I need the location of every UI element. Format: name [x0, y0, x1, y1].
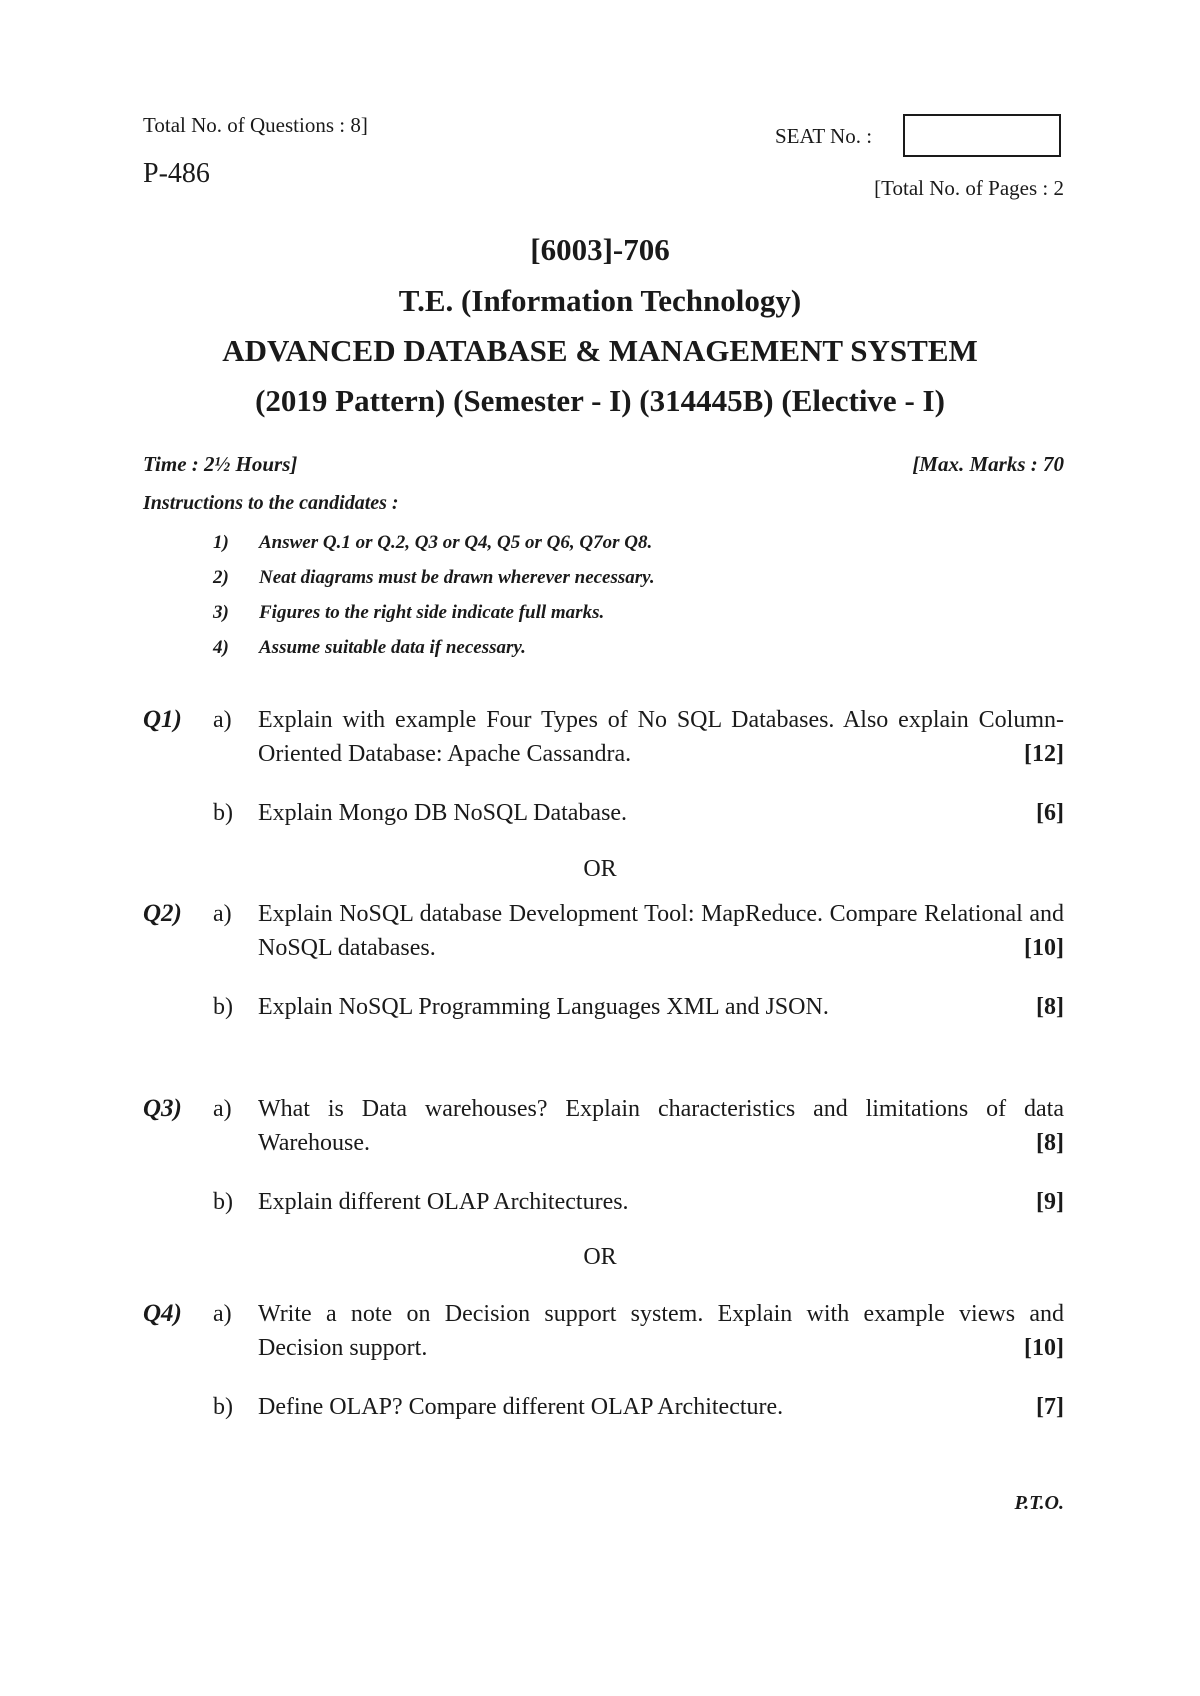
question-text: Explain NoSQL database Development Tool: MapReduce. Compare Relational and NoSQL databases.	[258, 901, 1064, 961]
instruction-item: 4) Assume suitable data if necessary.	[213, 637, 526, 658]
instruction-item: 1) Answer Q.1 or Q.2, Q3 or Q4, Q5 or Q6, Q7or Q8.	[213, 532, 653, 553]
question-marks: [6]	[1036, 800, 1064, 826]
part-label: b)	[213, 994, 233, 1020]
total-pages: [Total No. of Pages : 2	[874, 176, 1064, 200]
question-marks: [9]	[1036, 1189, 1064, 1215]
question-text: Explain Mongo DB NoSQL Database.	[258, 800, 628, 826]
question-text: Write a note on Decision support system. Explain with example views and Decision support.	[258, 1301, 1064, 1361]
time-allowed: Time : 2½ Hours]	[143, 452, 298, 476]
question-label: Q3)	[143, 1095, 182, 1122]
part-label: b)	[213, 1189, 233, 1215]
question-label: Q4)	[143, 1300, 182, 1327]
part-label: a)	[213, 707, 232, 733]
question-marks: [12]	[1024, 741, 1064, 767]
seat-number-box	[903, 114, 1061, 157]
seat-label: SEAT No. :	[775, 124, 873, 148]
question-marks: [8]	[1036, 994, 1064, 1020]
please-turn-over: P.T.O.	[1014, 1492, 1064, 1514]
part-label: b)	[213, 800, 233, 826]
question-marks: [10]	[1024, 935, 1064, 961]
instruction-item: 2) Neat diagrams must be drawn wherever necessary.	[213, 567, 655, 588]
paper-code: P-486	[143, 158, 210, 189]
instructions-heading: Instructions to the candidates :	[143, 492, 399, 514]
question-label: Q2)	[143, 900, 182, 927]
exam-code: [6003]-706	[530, 232, 670, 267]
question-text: Explain with example Four Types of No SQL Databases. Also explain Column-Oriented Database: Apache Cassandra.	[258, 707, 1064, 767]
part-label: a)	[213, 901, 232, 927]
question-text: Explain different OLAP Architectures.	[258, 1189, 629, 1215]
or-separator: OR	[583, 856, 617, 882]
subject-title: ADVANCED DATABASE & MANAGEMENT SYSTEM	[222, 333, 978, 368]
question-label: Q1)	[143, 706, 182, 733]
instruction-item: 3) Figures to the right side indicate full marks.	[213, 602, 605, 623]
question-marks: [7]	[1036, 1394, 1064, 1420]
course-title: T.E. (Information Technology)	[398, 283, 802, 318]
question-text: Define OLAP? Compare different OLAP Architecture.	[258, 1394, 784, 1420]
question-text: What is Data warehouses? Explain characteristics and limitations of data Warehouse.	[258, 1096, 1064, 1156]
part-label: b)	[213, 1394, 233, 1420]
part-label: a)	[213, 1301, 232, 1327]
or-separator: OR	[583, 1244, 617, 1270]
pattern-line: (2019 Pattern) (Semester - I) (314445B) (Elective - I)	[255, 383, 945, 418]
question-marks: [8]	[1036, 1130, 1064, 1156]
question-marks: [10]	[1024, 1335, 1064, 1361]
total-questions: Total No. of Questions : 8]	[143, 113, 368, 137]
max-marks: [Max. Marks : 70	[912, 452, 1064, 476]
question-text: Explain NoSQL Programming Languages XML and JSON.	[258, 994, 829, 1020]
part-label: a)	[213, 1096, 232, 1122]
